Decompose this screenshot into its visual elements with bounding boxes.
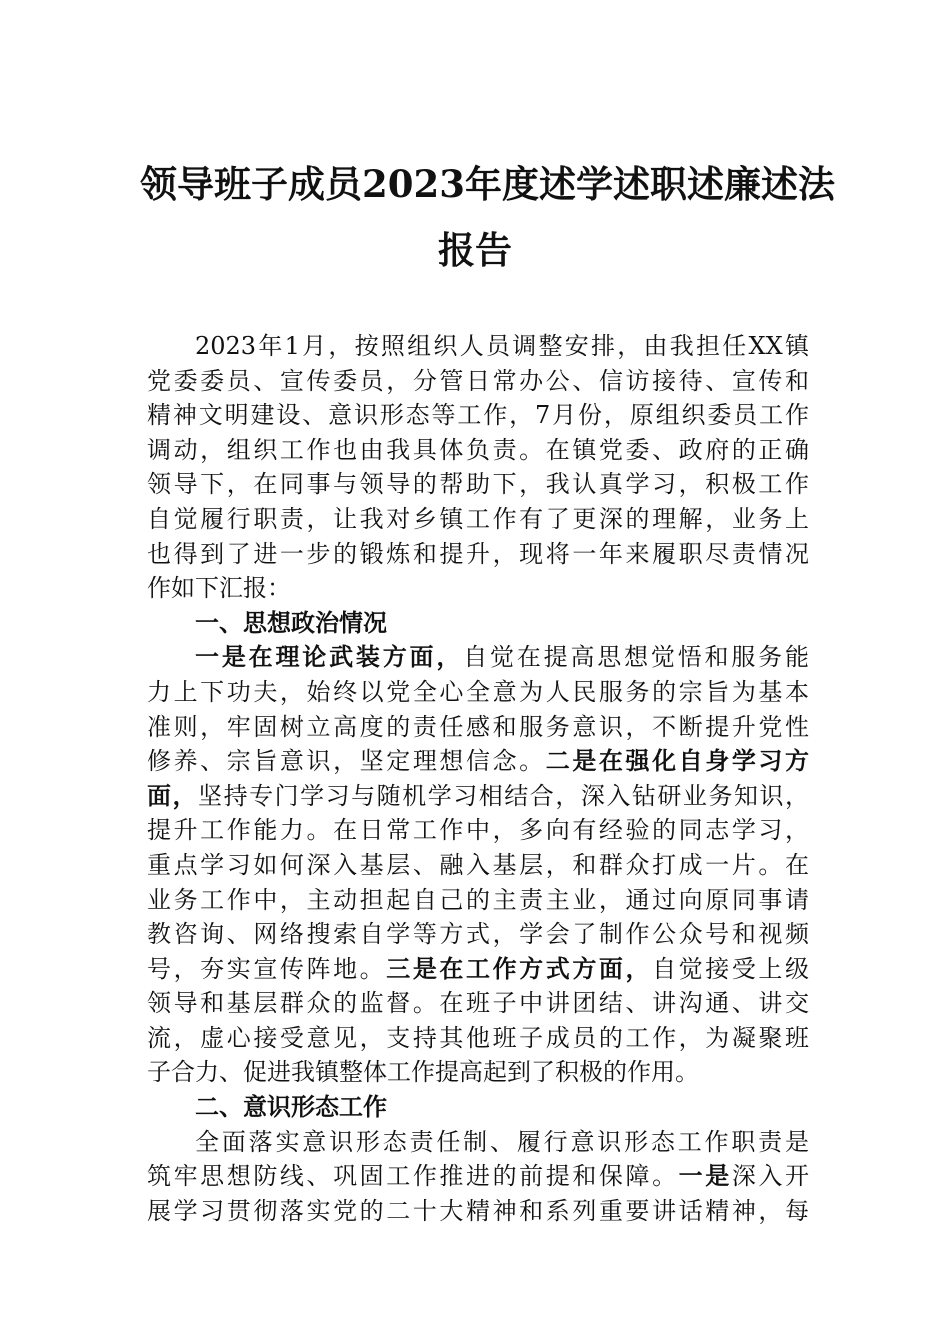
body-text: 自觉接受上级 bbox=[652, 954, 810, 983]
intro-line: 作如下汇报： bbox=[147, 574, 291, 603]
section1-line: 教咨询、网络搜索自学等方式，学会了制作公众号和视频 bbox=[147, 920, 809, 949]
section1-line: 业务工作中，主动担起自己的主责主业，通过向原同事请 bbox=[147, 885, 809, 914]
intro-line: 领导下，在同事与领导的帮助下，我认真学习，积极工作 bbox=[147, 470, 809, 499]
body-text: 深入开 bbox=[731, 1162, 810, 1191]
body-text: 筑牢思想防线、巩固工作推进的前提和保障。 bbox=[147, 1162, 679, 1191]
intro-line: 2023年1月，按照组织人员调整安排，由我担任XX镇 bbox=[195, 332, 809, 360]
document-title-line-1: 领导班子成员2023年度述学述职述廉述法 bbox=[140, 162, 835, 206]
document-title-line-2: 报告 bbox=[438, 228, 512, 272]
section1-line bbox=[147, 779, 809, 814]
body-text: 号，夯实宣传阵地。 bbox=[147, 954, 387, 983]
section1-line: 流，虚心接受意见，支持其他班子成员的工作，为凝聚班 bbox=[147, 1023, 809, 1052]
section1-line: 准则，牢固树立高度的责任感和服务意识，不断提升党性 bbox=[147, 712, 809, 741]
document-body bbox=[147, 329, 809, 1228]
emphasis-text: 一是 bbox=[678, 1161, 732, 1191]
intro-line: 调动，组织工作也由我具体负责。在镇党委、政府的正确 bbox=[147, 435, 809, 464]
body-text: 修养、宗旨意识，坚定理想信念。 bbox=[147, 747, 546, 776]
section2-line bbox=[147, 1159, 809, 1194]
intro-line: 党委委员、宣传委员，分管日常办公、信访接待、宣传和 bbox=[147, 366, 809, 395]
section1-line: 提升工作能力。在日常工作中，多向有经验的同志学习， bbox=[147, 816, 809, 845]
intro-line: 也得到了进一步的锻炼和提升，现将一年来履职尽责情况 bbox=[147, 539, 809, 568]
section1-line bbox=[147, 640, 809, 675]
section1-line: 子合力、促进我镇整体工作提高起到了积极的作用。 bbox=[147, 1058, 699, 1087]
section1-line bbox=[147, 952, 809, 987]
section1-line: 领导和基层群众的监督。在班子中讲团结、讲沟通、讲交 bbox=[147, 989, 809, 1018]
intro-line: 精神文明建设、意识形态等工作，7月份，原组织委员工作 bbox=[147, 401, 809, 430]
section2-line: 全面落实意识形态责任制、履行意识形态工作职责是 bbox=[195, 1127, 809, 1156]
emphasis-text: 二是在强化自身学习方 bbox=[545, 746, 809, 776]
body-text: 自觉在提高思想觉悟和服务能 bbox=[463, 643, 810, 672]
section2-line: 展学习贯彻落实党的二十大精神和系列重要讲话精神，每 bbox=[147, 1196, 809, 1225]
section-heading-2: 二、意识形态工作 bbox=[195, 1093, 387, 1122]
emphasis-text: 面， bbox=[147, 780, 199, 810]
section1-line bbox=[147, 744, 809, 779]
body-text: 坚持专门学习与随机学习相结合，深入钻研业务知识， bbox=[198, 781, 810, 810]
section-heading-1: 一、思想政治情况 bbox=[195, 608, 387, 637]
emphasis-text: 一是在理论武装方面， bbox=[195, 642, 464, 672]
section1-line: 重点学习如何深入基层、融入基层，和群众打成一片。在 bbox=[147, 850, 809, 879]
section1-line: 力上下功夫，始终以党全心全意为人民服务的宗旨为基本 bbox=[147, 677, 809, 706]
intro-line: 自觉履行职责，让我对乡镇工作有了更深的理解，业务上 bbox=[147, 504, 809, 533]
emphasis-text: 三是在工作方式方面， bbox=[386, 953, 653, 983]
